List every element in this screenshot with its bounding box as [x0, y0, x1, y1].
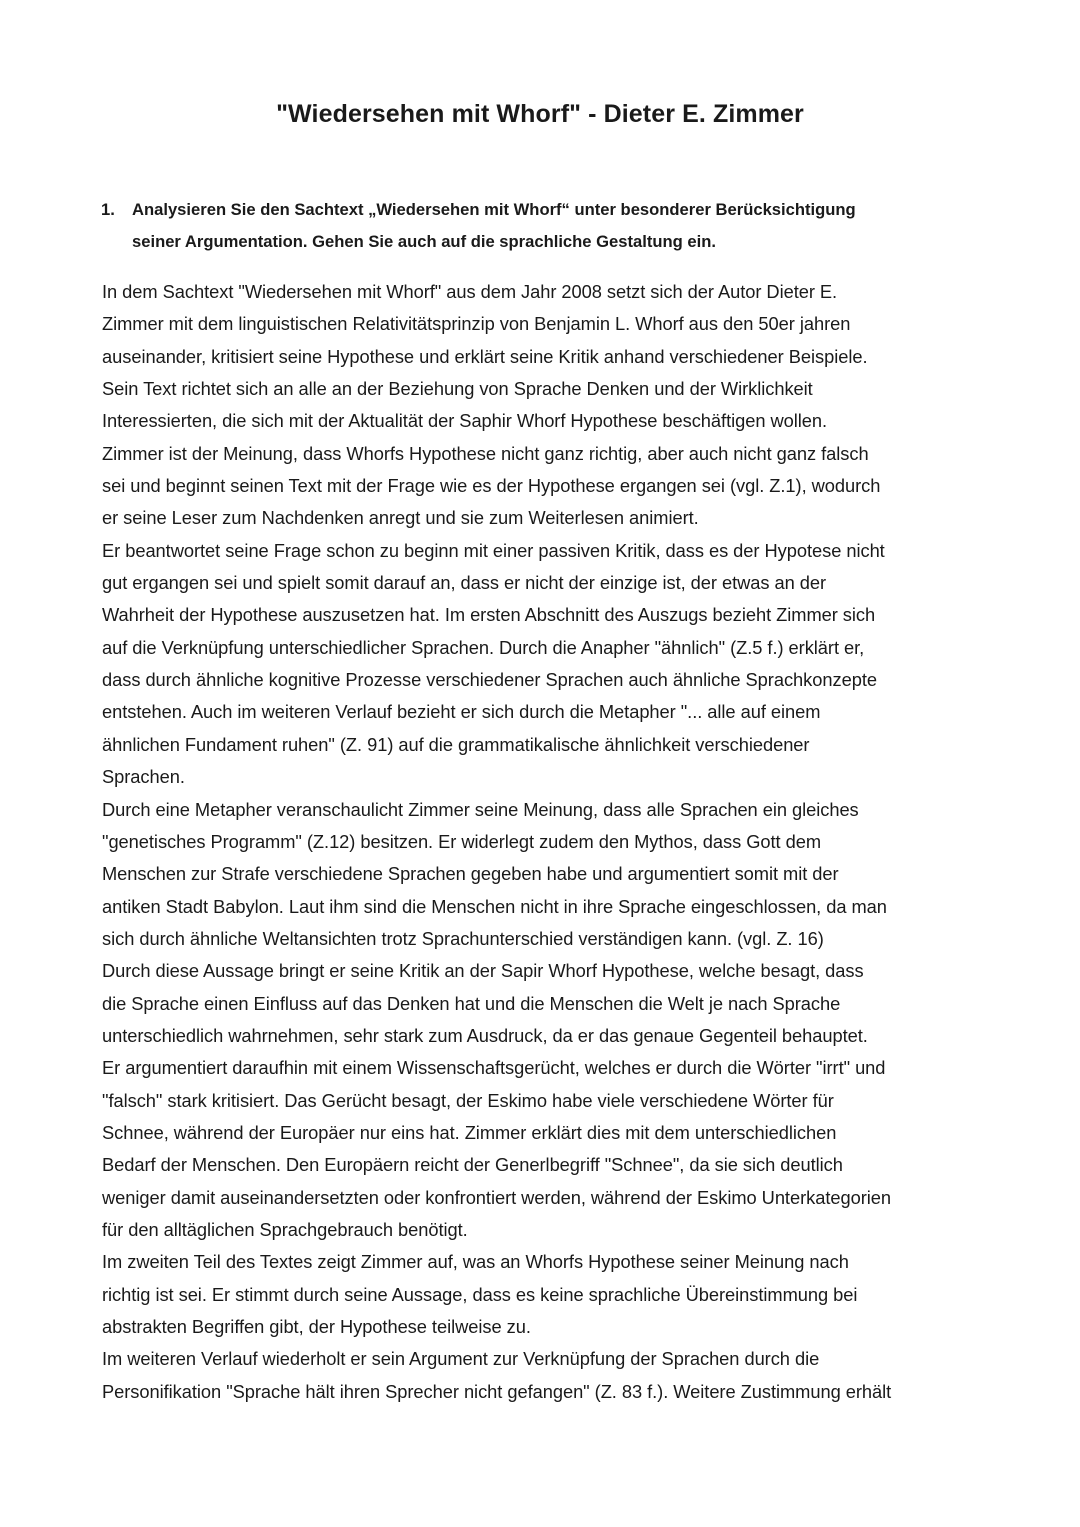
body-line: antiken Stadt Babylon. Laut ihm sind die Menschen nicht in ihre Sprache eingeschlossen, da man: [102, 895, 887, 917]
body-line: Im weiteren Verlauf wiederholt er sein Argument zur Verknüpfung der Sprachen durch die: [102, 1348, 820, 1370]
body-line: auseinander, kritisiert seine Hypothese und erklärt seine Kritik anhand verschiedener Beispiele.: [102, 345, 868, 367]
body-line: Sprachen.: [102, 766, 185, 788]
body-line: abstrakten Begriffen gibt, der Hypothese teilweise zu.: [102, 1316, 531, 1337]
body-text: [102, 276, 982, 1408]
body-line: Im zweiten Teil des Textes zeigt Zimmer auf, was an Whorfs Hypothese seiner Meinung nach: [102, 1251, 849, 1273]
task-number: 1.: [101, 200, 115, 219]
body-line: Er argumentiert daraufhin mit einem Wissenschaftsgerücht, welches er durch die Wörter "irrt" und: [102, 1057, 886, 1079]
body-line: sei und beginnt seinen Text mit der Frage wie es der Hypothese ergangen sei (vgl. Z.1), wodurch: [102, 475, 881, 497]
body-line: richtig ist sei. Er stimmt durch seine Aussage, dass es keine sprachliche Übereinstimmung bei: [102, 1283, 858, 1305]
body-line: "genetisches Programm" (Z.12) besitzen. Er widerlegt zudem den Mythos, dass Gott dem: [102, 830, 822, 852]
body-line: gut ergangen sei und spielt somit darauf an, dass er nicht der einzige ist, der etwas an der: [102, 572, 827, 594]
body-line: "falsch" stark kritisiert. Das Gerücht besagt, der Eskimo habe viele verschiedene Wörter für: [102, 1089, 834, 1111]
task-line: seiner Argumentation. Gehen Sie auch auf die sprachliche Gestaltung ein.: [132, 232, 716, 251]
body-line: auf die Verknüpfung unterschiedlicher Sprachen. Durch die Anapher "ähnlich" (Z.5 f.) erklärt er,: [102, 636, 865, 658]
body-line: Bedarf der Menschen. Den Europäern reicht der Generlbegriff "Schnee", da sie sich deutlich: [102, 1154, 843, 1176]
body-line: Er beantwortet seine Frage schon zu beginn mit einer passiven Kritik, dass es der Hypotese nicht: [102, 539, 885, 561]
task-line: Analysieren Sie den Sachtext „Wiedersehen mit Whorf“ unter besonderer Berücksichtigung: [132, 200, 856, 219]
body-line: In dem Sachtext "Wiedersehen mit Whorf" aus dem Jahr 2008 setzt sich der Autor Dieter E.: [102, 281, 838, 302]
body-line: für den alltäglichen Sprachgebrauch benötigt.: [102, 1218, 468, 1240]
body-line: Zimmer ist der Meinung, dass Whorfs Hypothese nicht ganz richtig, aber auch nicht ganz falsch: [102, 442, 869, 464]
body-line: er seine Leser zum Nachdenken anregt und sie zum Weiterlesen animiert.: [102, 507, 699, 529]
body-line: sich durch ähnliche Weltansichten trotz Sprachunterschied verständigen kann. (vgl. Z. 16): [102, 927, 824, 949]
body-line: die Sprache einen Einfluss auf das Denken hat und die Menschen die Welt je nach Sprache: [102, 992, 841, 1014]
body-line: Durch diese Aussage bringt er seine Kritik an der Sapir Whorf Hypothese, welche besagt, dass: [102, 960, 864, 982]
body-line: Menschen zur Strafe verschiedene Sprachen gegeben habe und argumentiert somit mit der: [102, 863, 839, 885]
body-line: weniger damit auseinandersetzten oder konfrontiert werden, während der Eskimo Unterkategorien: [102, 1186, 891, 1208]
body-line: dass durch ähnliche kognitive Prozesse verschiedener Sprachen auch ähnliche Sprachkonzepte: [102, 669, 877, 691]
body-line: entstehen. Auch im weiteren Verlauf bezieht er sich durch die Metapher "... alle auf einem: [102, 701, 821, 723]
body-line: Interessierten, die sich mit der Aktualität der Saphir Whorf Hypothese beschäftigen wollen.: [102, 410, 828, 432]
task-prompt: [101, 194, 961, 258]
document-title: "Wiedersehen mit Whorf" - Dieter E. Zimmer: [276, 100, 804, 128]
body-line: Sein Text richtet sich an alle an der Beziehung von Sprache Denken und der Wirklichkeit: [102, 378, 813, 400]
body-line: ähnlichen Fundament ruhen" (Z. 91) auf die grammatikalische ähnlichkeit verschiedener: [102, 733, 810, 755]
body-line: Zimmer mit dem linguistischen Relativitätsprinzip von Benjamin L. Whorf aus den 50er jahren: [102, 313, 851, 335]
body-line: Personifikation "Sprache hält ihren Sprecher nicht gefangen" (Z. 83 f.). Weitere Zustimmung erhält: [102, 1380, 892, 1402]
body-line: unterschiedlich wahrnehmen, sehr stark zum Ausdruck, da er das genaue Gegenteil behauptet.: [102, 1024, 868, 1046]
body-line: Wahrheit der Hypothese auszusetzen hat. Im ersten Abschnitt des Auszugs bezieht Zimmer sich: [102, 604, 876, 626]
body-line: Durch eine Metapher veranschaulicht Zimmer seine Meinung, dass alle Sprachen ein gleiches: [102, 798, 859, 820]
body-line: Schnee, während der Europäer nur eins hat. Zimmer erklärt dies mit dem unterschiedlichen: [102, 1121, 837, 1143]
